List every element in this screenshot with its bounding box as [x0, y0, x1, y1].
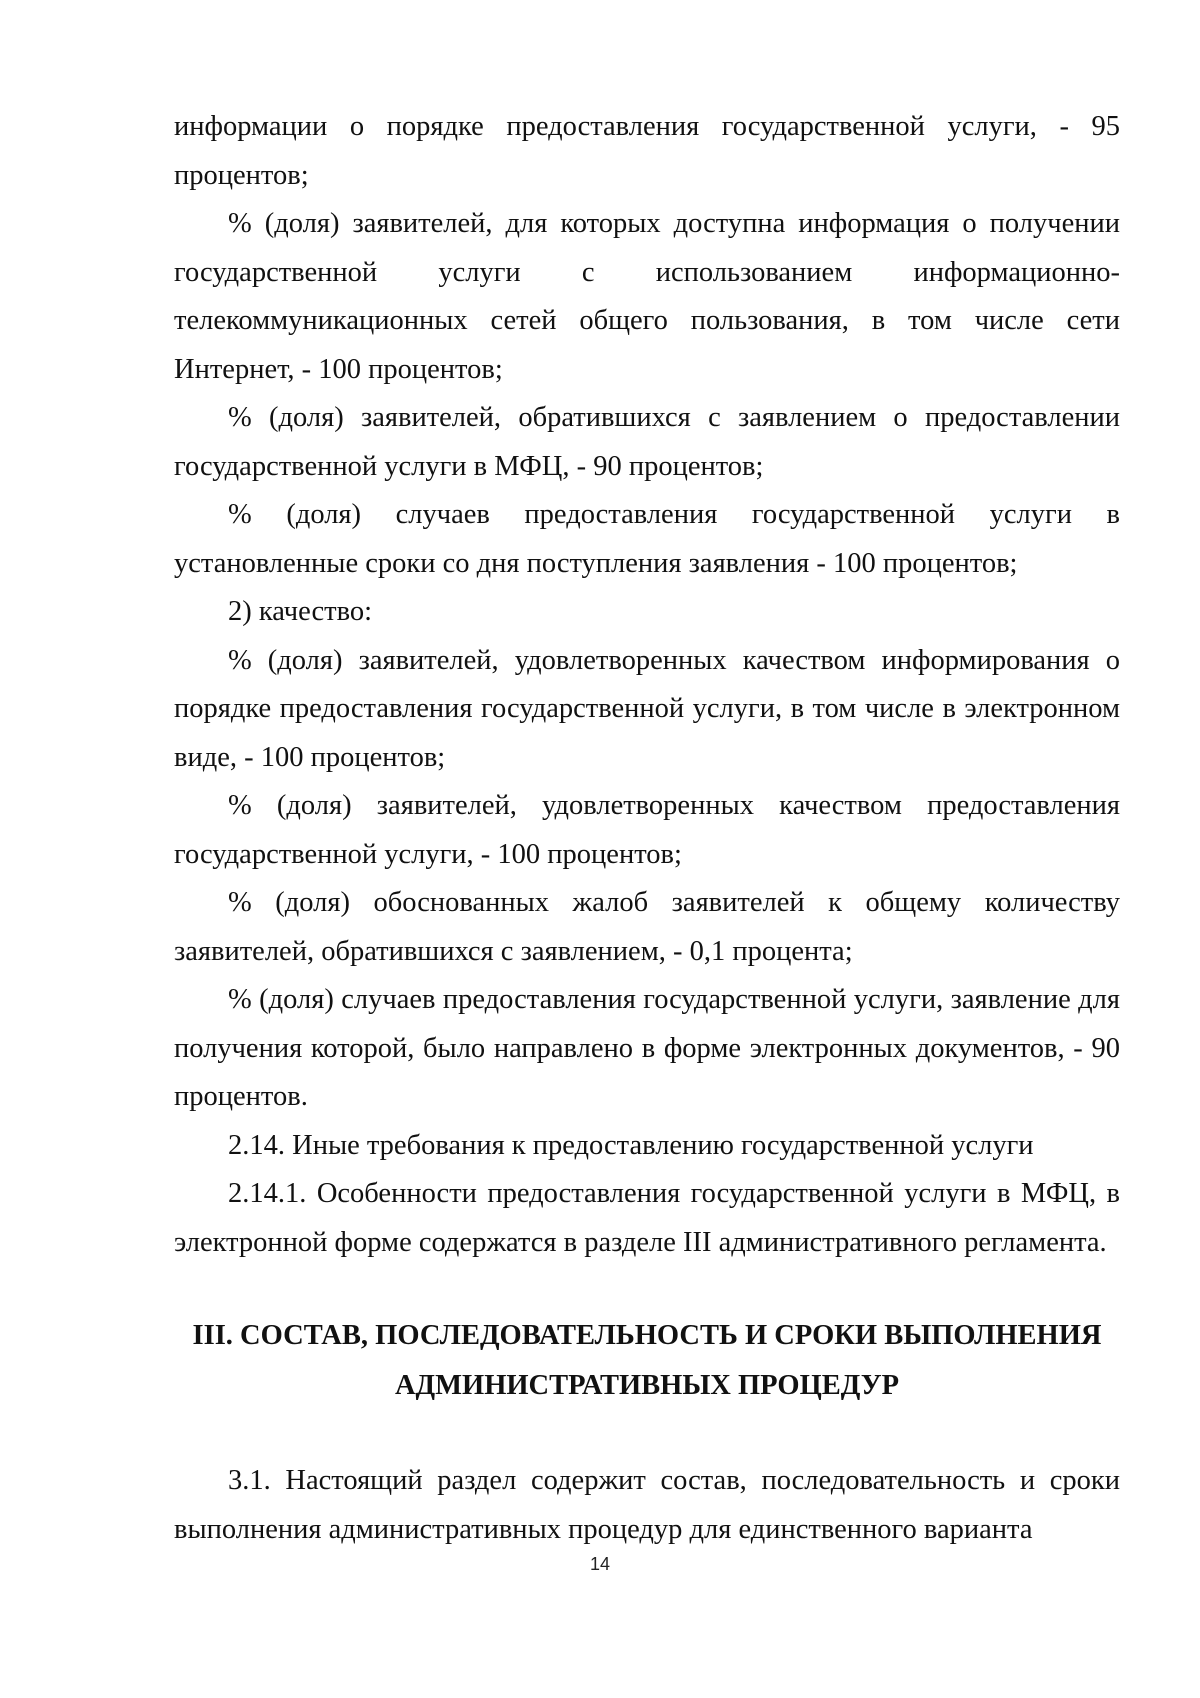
- section-heading: [174, 1311, 1120, 1411]
- paragraph-other-requirements: 2.14. Иные требования к предоставлению государственной услуги: [228, 1129, 1034, 1161]
- paragraph-service-satisfaction: % (доля) заявителей, удовлетворенных качеством предоставления государственной услуги, - 100 процентов;: [174, 790, 1120, 870]
- paragraph-complaints: % (доля) обоснованных жалоб заявителей к общему количеству заявителей, обратившихся с заявлением, - 0,1 процента;: [174, 887, 1120, 967]
- paragraph-info-satisfaction: % (доля) заявителей, удовлетворенных качеством информирования о порядке предоставления государственной услуги, в том числе в электронном виде, - 100 процентов;: [174, 644, 1120, 773]
- paragraph-info-availability: % (доля) заявителей, для которых доступна информация о получении государственной услуги с использованием информационно-телекоммуникационных сетей общего пользования, в том числе сети Интернет, - 100 процентов;: [174, 208, 1120, 385]
- paragraph-quality-label: 2) качество:: [228, 596, 373, 627]
- paragraph-electronic-docs: % (доля) случаев предоставления государственной услуги, заявление для получения которой, было направлено в форме электронных документов, - 90 процентов.: [174, 984, 1120, 1112]
- paragraph-continuation: информации о порядке предоставления государственной услуги, - 95 процентов;: [174, 111, 1120, 191]
- section-heading-line-1: III. СОСТАВ, ПОСЛЕДОВАТЕЛЬНОСТЬ И СРОКИ ВЫПОЛНЕНИЯ: [192, 1320, 1102, 1351]
- paragraph-mfc-features: 2.14.1. Особенности предоставления государственной услуги в МФЦ, в электронной форме содержатся в разделе III административного регламента.: [174, 1178, 1120, 1258]
- paragraph-section-intro: 3.1. Настоящий раздел содержит состав, последовательность и сроки выполнения административных процедур для единственного варианта: [174, 1465, 1120, 1545]
- paragraph-mfc-share: % (доля) заявителей, обратившихся с заявлением о предоставлении государственной услуги в МФЦ, - 90 процентов;: [174, 402, 1120, 482]
- page-number: 14: [589, 1554, 611, 1574]
- paragraph-timely-cases: % (доля) случаев предоставления государственной услуги в установленные сроки со дня поступления заявления - 100 процентов;: [174, 499, 1120, 579]
- section-heading-line-2: АДМИНИСТРАТИВНЫХ ПРОЦЕДУР: [394, 1370, 900, 1401]
- document-page: [174, 103, 1120, 1554]
